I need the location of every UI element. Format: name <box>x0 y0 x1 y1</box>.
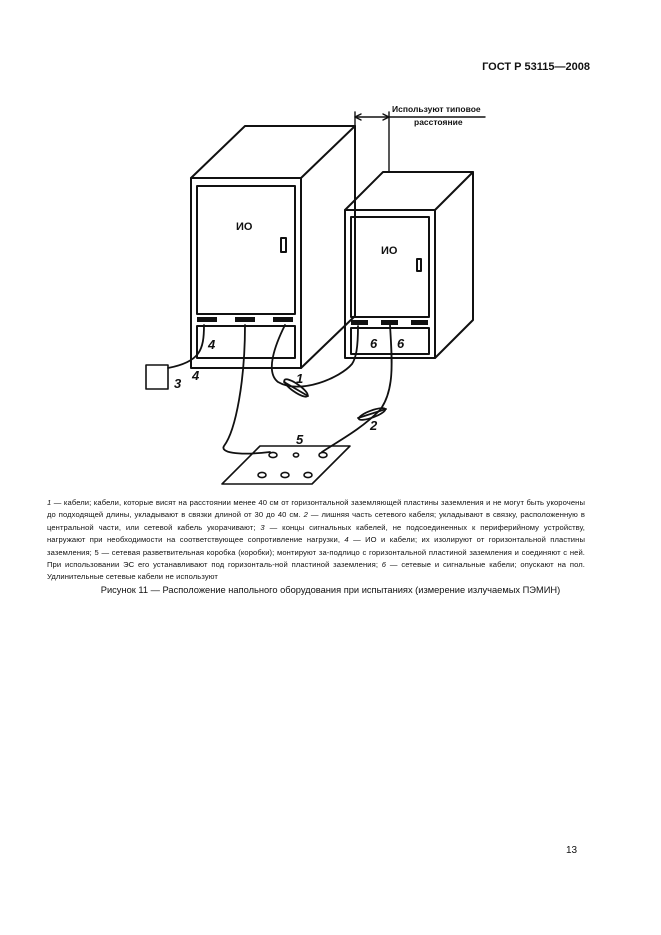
right-unit-label: ИО <box>381 245 398 257</box>
connector-blocks <box>197 317 428 325</box>
callout-5: 5 <box>296 432 304 447</box>
callout-6-first: 6 <box>370 336 378 351</box>
legend-item-6: 6 — сетевые и сигнальные кабели; опускают на пол. Удлинительные сетевые кабели не используют <box>47 560 585 582</box>
legend-item-3: 3 — концы сигнальных кабелей, не подсоединенных к периферийному устройству, нагружают при необходимости на соответствующее сопротивление нагрузки, <box>47 522 585 545</box>
callout-1: 1 <box>296 371 304 386</box>
page-number: 13 <box>566 845 578 856</box>
figure-caption: Рисунок 11 — Расположение напольного оборудования при испытаниях (измерение излучаемых ПЭМИН) <box>100 585 561 595</box>
callout-4-left-cabinet: 4 <box>208 337 216 352</box>
left-cabinet <box>191 126 355 368</box>
annotation-line-2: расстояние <box>414 117 463 127</box>
callout-2: 2 <box>370 418 378 433</box>
cables <box>168 325 392 454</box>
figure-legend <box>47 497 585 584</box>
callout-6-second: 6 <box>397 336 405 351</box>
callout-4-cable: 4 <box>192 368 200 383</box>
annotation-line-1: Используют типовое <box>392 104 481 114</box>
standard-header: ГОСТ Р 53115—2008 <box>482 61 590 73</box>
cable-terminator <box>146 365 168 389</box>
callout-3: 3 <box>174 376 182 391</box>
left-unit-label: ИО <box>236 221 253 233</box>
legend-item-2: 2 — лишняя часть сетевого кабеля; укладывают в связку, расположенную в центральной части, или сетевой кабель укорачивают; <box>47 510 585 532</box>
legend-item-1: 1 — кабели; кабели, которые висят на расстоянии менее 40 см от горизонтальной заземляющей пластины заземления и не могут быть укорочены до подходящей длины, укладывают в связки длиной от 30 до 40 см. <box>47 498 585 520</box>
power-distribution-box <box>222 446 350 484</box>
legend-item-4: 4 — ИО и кабели; их изолируют от горизонтальной пластины заземления; 5 — сетевая разветвительная коробка (коробки); монтируют за-подлицо с горизонтальной пластиной заземления и соединяют с ней. При использовании ЭС его устанавливают под горизонталь-ной пластиной заземления; <box>47 535 586 570</box>
right-cabinet <box>345 172 473 358</box>
